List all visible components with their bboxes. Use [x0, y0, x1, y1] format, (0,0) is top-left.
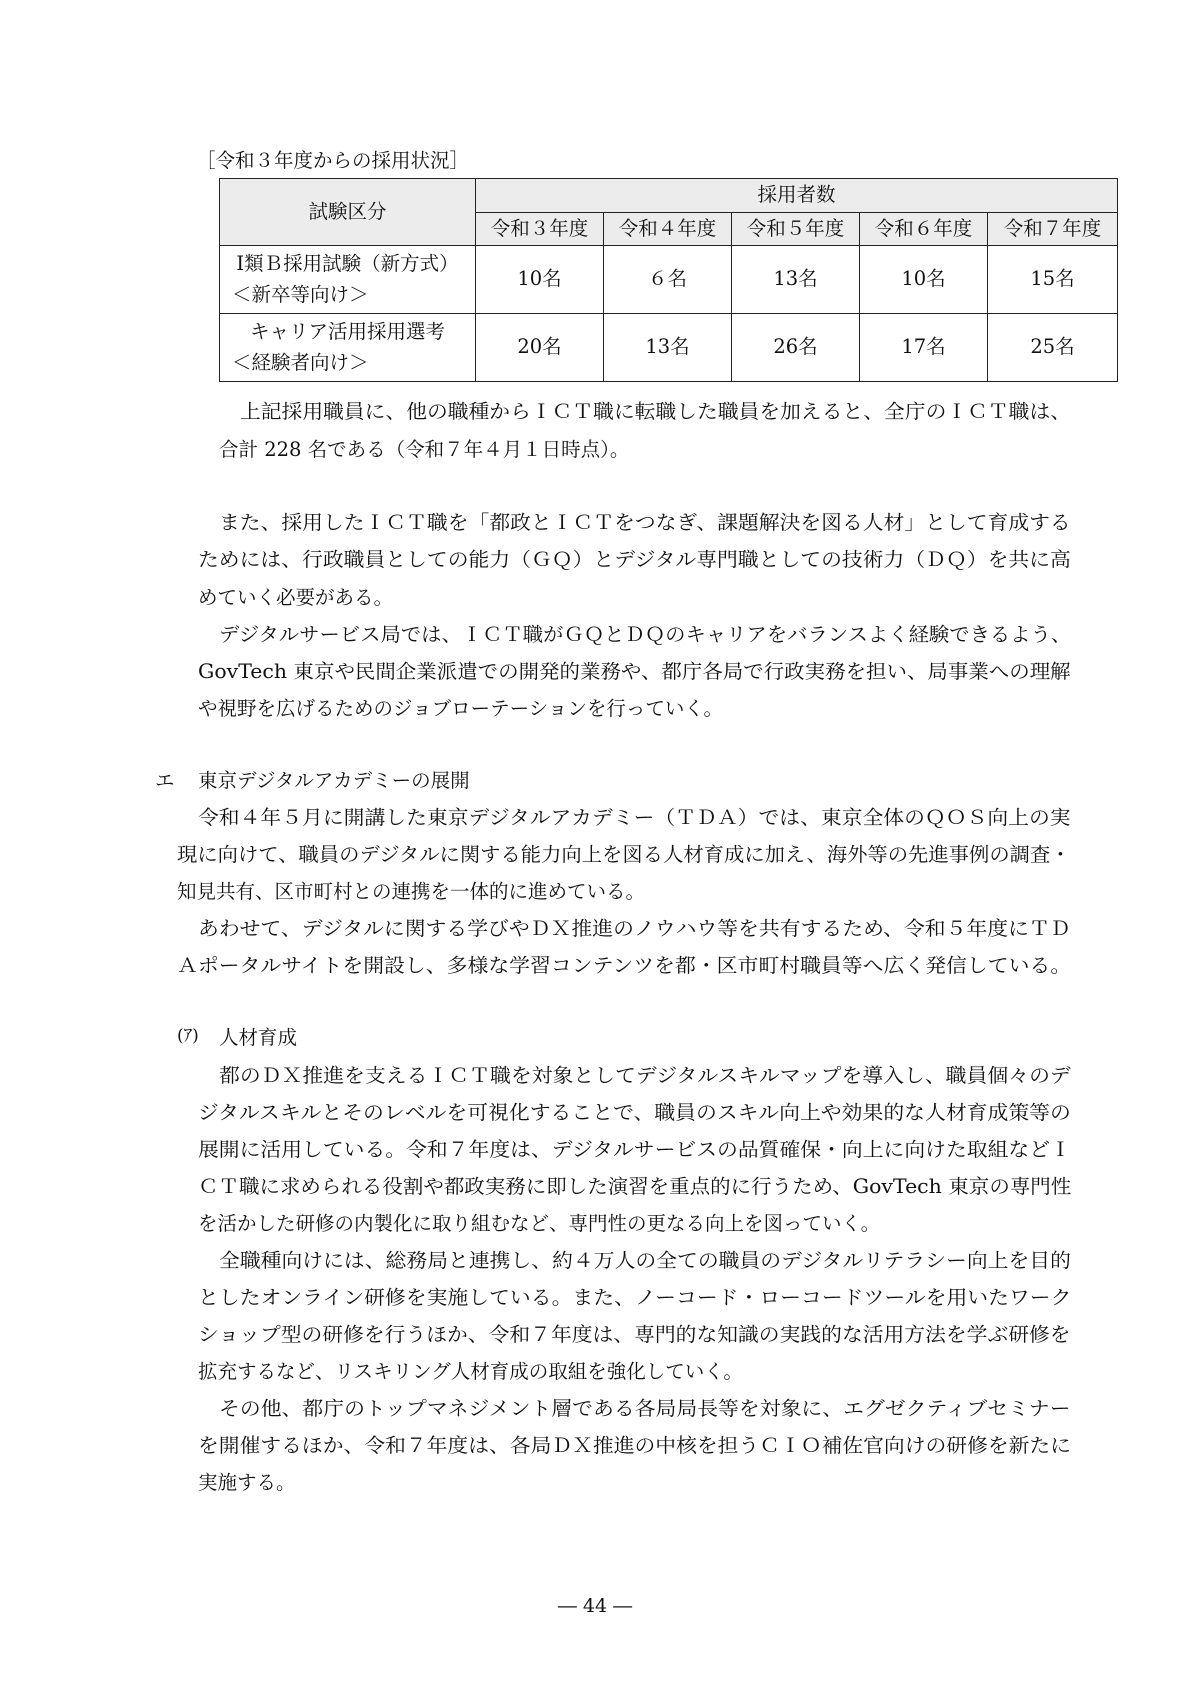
text-line: 実施する。 — [198, 1471, 296, 1494]
header-year: 令和５年度 — [732, 213, 860, 246]
table-header-row — [220, 179, 1118, 213]
row-category — [220, 246, 476, 314]
text-line: また、採用したＩＣＴ職を「都政とＩＣＴをつなぎ、課題解決を図る人材」として育成する — [219, 511, 1071, 534]
text-line: を開催するほか、令和７年度は、各局ＤＸ推進の中核を担うＣＩＯ補佐官向けの研修を新たに — [198, 1434, 1072, 1457]
text-line: ためには、行政職員としての能力（ＧＱ）とデジタル専門職としての技術力（ＤＱ）を共に高 — [198, 548, 1071, 571]
section-marker: エ — [155, 769, 175, 792]
text-line: 拡充するなど、リスキリング人材育成の取組を強化していく。 — [198, 1360, 743, 1383]
table-cell: 13名 — [732, 246, 860, 314]
header-hires-count: 採用者数 — [476, 179, 1118, 213]
header-exam-category: 試験区分 — [220, 179, 476, 246]
page-number: ― 44 ― — [557, 1595, 633, 1617]
table-cell: 10名 — [860, 246, 988, 314]
text-line: あわせて、デジタルに関する学びやＤＸ推進のノウハウ等を共有するため、令和５年度にＴＤ — [198, 917, 1071, 940]
text-line: Ａポータルサイトを開設し、多様な学習コンテンツを都・区市町村職員等へ広く発信している。 — [177, 954, 1072, 977]
text-line: 令和４年５月に開講した東京デジタルアカデミー（ＴＤＡ）では、東京全体のＱＯＳ向上の実 — [198, 806, 1071, 829]
table-cell: 20名 — [476, 314, 604, 382]
row-category-target: ＜経験者向け＞ — [232, 350, 369, 374]
row-category — [220, 314, 476, 382]
table-cell: 17名 — [860, 314, 988, 382]
header-year: 令和４年度 — [604, 213, 732, 246]
table-cell: 25名 — [988, 314, 1118, 382]
text-line: 上記採用職員に、他の職種からＩＣＴ職に転職した職員を加えると、全庁のＩＣＴ職は、 — [240, 400, 1072, 423]
text-line: としたオンライン研修を実施している。また、ノーコード・ローコードツールを用いたワーク — [198, 1286, 1072, 1309]
table-row — [220, 314, 1118, 382]
table-row — [220, 246, 1118, 314]
text-line: 全職種向けには、総務局と連携し、約４万人の全ての職員のデジタルリテラシー向上を目的 — [219, 1249, 1071, 1272]
text-line: 現に向けて、職員のデジタルに関する能力向上を図る人材育成に加え、海外等の先進事例の調査・ — [177, 843, 1071, 866]
header-year: 令和６年度 — [860, 213, 988, 246]
table-caption: ［令和３年度からの採用状況］ — [196, 149, 470, 172]
text-line: GovTech 東京や民間企業派遣での開発的業務や、都庁各局で行政実務を担い、局事業への理解 — [198, 660, 1071, 683]
text-line: その他、都庁のトップマネジメント層である各局局長等を対象に、エグゼクティブセミナー — [219, 1397, 1071, 1420]
text-line: 知見共有、区市町村との連携を一体的に進めている。 — [177, 880, 646, 903]
header-year: 令和３年度 — [476, 213, 604, 246]
table-cell: 10名 — [476, 246, 604, 314]
text-line: や視野を広げるためのジョブローテーションを行っていく。 — [198, 697, 723, 720]
table-cell: 26名 — [732, 314, 860, 382]
row-category-target: ＜新卒等向け＞ — [232, 282, 369, 306]
row-category-name: キャリア活用採用選考 — [249, 320, 445, 344]
text-line: ＣＴ職に求められる役割や都政実務に即した演習を重点的に行うため、GovTech 東京の専門性 — [198, 1175, 1072, 1198]
text-line: ジタルスキルとそのレベルを可視化することで、職員のスキル向上や効果的な人材育成策等の — [198, 1101, 1071, 1124]
recruitment-table — [219, 178, 1118, 382]
text-line: を活かした研修の内製化に取り組むなど、専門性の更なる向上を図っていく。 — [198, 1212, 881, 1235]
table-cell: 13名 — [604, 314, 732, 382]
row-category-name: Ⅰ類Ｂ採用試験（新方式） — [236, 252, 459, 276]
text-line: ショップ型の研修を行うほか、令和７年度は、専門的な知識の実践的な活用方法を学ぶ研修を — [198, 1323, 1071, 1346]
text-line: 合計 228 名である（令和７年４月１日時点）。 — [219, 438, 630, 461]
text-line: デジタルサービス局では、ＩＣＴ職がＧＱとＤＱのキャリアをバランスよく経験できるよう、 — [219, 623, 1072, 646]
header-year: 令和７年度 — [988, 213, 1118, 246]
table-cell: ６名 — [604, 246, 732, 314]
text-line: めていく必要がある。 — [198, 586, 394, 609]
section-heading: 東京デジタルアカデミーの展開 — [198, 769, 470, 792]
table-cell: 15名 — [988, 246, 1118, 314]
section-marker: (ｱ) — [177, 1026, 199, 1046]
section-heading: 人材育成 — [219, 1026, 298, 1049]
text-line: 展開に活用している。令和７年度は、デジタルサービスの品質確保・向上に向けた取組などＩ — [198, 1138, 1071, 1161]
text-line: 都のＤＸ推進を支えるＩＣＴ職を対象としてデジタルスキルマップを導入し、職員個々のデ — [219, 1064, 1071, 1087]
